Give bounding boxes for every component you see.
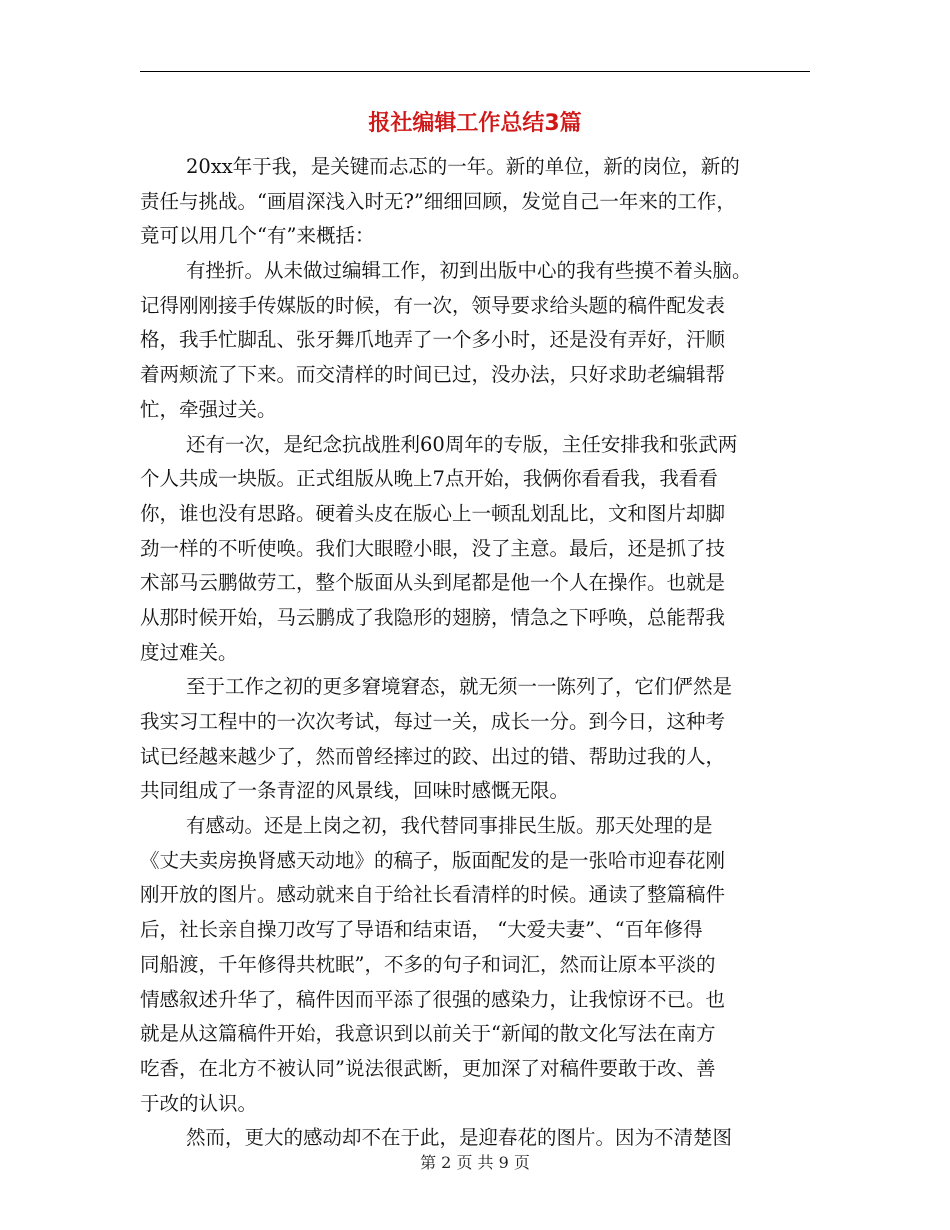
text-line: 度过难关。 (140, 640, 238, 664)
text-line: 竟可以用几个“有”来概括： (140, 224, 375, 248)
text-line: 《丈夫卖房换肾感天动地》的稿子，版面配发的是一张哈市迎春花刚 (140, 848, 726, 872)
text-line: 术部马云鹏做劳工，整个版面从头到尾都是他一个人在操作。也就是 (140, 571, 726, 595)
text-line: 还有一次，是纪念抗战胜利60周年的专版，主任安排我和张武两 (186, 432, 738, 456)
text-line: 有挫折。从未做过编辑工作，初到出版中心的我有些摸不着头脑。 (186, 259, 752, 283)
text-line: 着两颊流了下来。而交清样的时间已过，没办法，只好求助老编辑帮 (140, 363, 726, 387)
text-line: 忙，牵强过关。 (140, 397, 277, 421)
text-line: 20xx年于我，是关键而忐忑的一年。新的单位，新的岗位，新的 (186, 155, 740, 178)
document-title: 报社编辑工作总结3篇 (368, 111, 582, 136)
document-body (140, 150, 812, 1156)
text-line: 责任与挑战。“画眉深浅入时无?”细细回顾，发觉自己一年来的工作， (140, 189, 736, 213)
text-line: 于改的认识。 (140, 1091, 258, 1115)
text-line: 试已经越来越少了，然而曾经摔过的跤、出过的错、帮助过我的人， (140, 744, 726, 768)
text-line: 我实习工程中的一次次考试，每过一关，成长一分。到今日，这种考 (140, 710, 726, 733)
text-line: 共同组成了一条青涩的风景线，回味时感慨无限。 (140, 779, 570, 803)
text-line: 后，社长亲自操刀改写了导语和结束语， “大爱夫妻”、“百年修得 (140, 918, 703, 942)
text-line: 吃香，在北方不被认同”说法很武断，更加深了对稿件要敢于改、善 (140, 1056, 716, 1080)
text-line: 记得刚刚接手传媒版的时候，有一次，领导要求给头题的稿件配发表 (140, 293, 726, 317)
text-line: 个人共成一块版。正式组版从晚上7点开始，我俩你看看我，我看看 (140, 467, 718, 491)
text-line: 情感叙述升华了，稿件因而平添了很强的感染力，让我惊讶不已。也 (140, 987, 726, 1011)
text-line: 劲一样的不听使唤。我们大眼瞪小眼，没了主意。最后，还是抓了技 (140, 536, 726, 560)
header-rule (140, 71, 810, 72)
text-line: 格，我手忙脚乱、张牙舞爪地弄了一个多小时，还是没有弄好，汗顺 (140, 328, 726, 352)
page-footer: 第 2 页 共 9 页 (420, 1153, 530, 1172)
text-line: 刚开放的图片。感动就来自于给社长看清样的时候。通读了整篇稿件 (140, 883, 726, 907)
text-line: 从那时候开始，马云鹏成了我隐形的翅膀，情急之下呼唤，总能帮我 (140, 605, 726, 629)
text-line: 然而，更大的感动却不在于此，是迎春花的图片。因为不清楚图 (186, 1126, 733, 1150)
text-line: 同船渡，千年修得共枕眠”，不多的句子和词汇，然而让原本平淡的 (140, 952, 716, 976)
text-line: 至于工作之初的更多窘境窘态，就无须一一陈列了，它们俨然是 (186, 675, 733, 699)
text-line: 你，谁也没有思路。硬着头皮在版心上一顿乱划乱比，文和图片却脚 (140, 501, 726, 525)
text-line: 就是从这篇稿件开始，我意识到以前关于“新闻的散文化写法在南方 (140, 1022, 716, 1046)
text-line: 有感动。还是上岗之初，我代替同事排民生版。那天处理的是 (186, 814, 713, 838)
